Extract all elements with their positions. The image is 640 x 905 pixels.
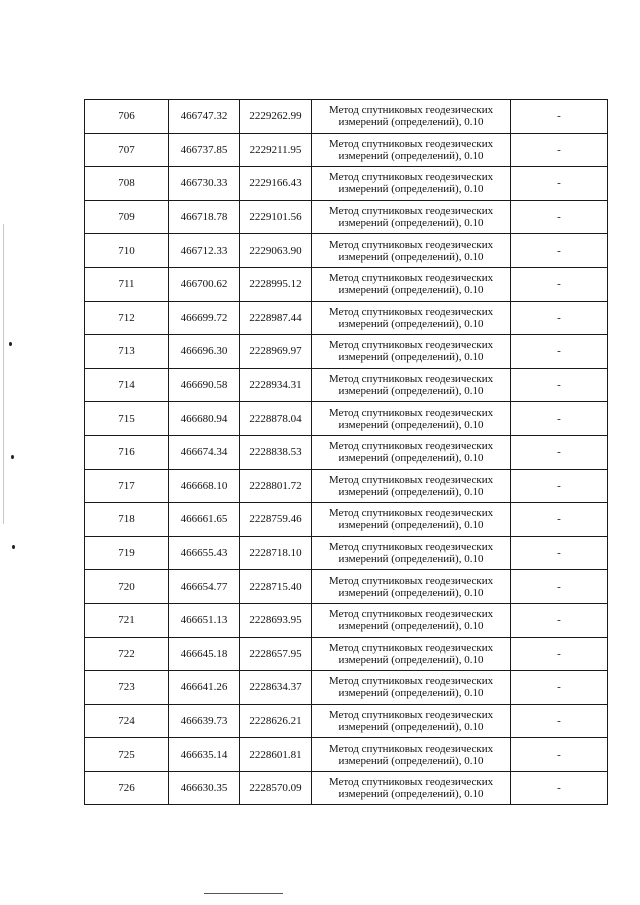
- method-text-line: Метод спутниковых геодезических: [328, 272, 494, 285]
- method-text-line: Метод спутниковых геодезических: [328, 373, 494, 386]
- table-row: [85, 435, 608, 469]
- note-cell: -: [511, 301, 608, 335]
- x-coordinate-cell: 466641.26: [169, 671, 240, 705]
- note-cell: -: [511, 435, 608, 469]
- method-cell: [312, 503, 511, 537]
- y-coordinate-cell: 2229211.95: [240, 133, 312, 167]
- method-text-line: измерений (определений), 0.10: [338, 754, 484, 767]
- note-cell: -: [511, 671, 608, 705]
- note-cell: -: [511, 738, 608, 772]
- method-cell: [312, 267, 511, 301]
- table-row: [85, 469, 608, 503]
- y-coordinate-cell: 2229262.99: [240, 100, 312, 134]
- x-coordinate-cell: 466635.14: [169, 738, 240, 772]
- method-text-line: Метод спутниковых геодезических: [328, 641, 494, 654]
- footer-line: [204, 893, 283, 894]
- method-text-line: измерений (определений), 0.10: [338, 116, 484, 129]
- note-cell: -: [511, 335, 608, 369]
- x-coordinate-cell: 466651.13: [169, 603, 240, 637]
- note-cell: -: [511, 637, 608, 671]
- point-number-cell: 712: [85, 301, 169, 335]
- method-text-line: измерений (определений), 0.10: [338, 183, 484, 196]
- note-cell: -: [511, 536, 608, 570]
- method-text-line: измерений (определений), 0.10: [338, 553, 484, 566]
- point-number-cell: 706: [85, 100, 169, 134]
- method-text-line: измерений (определений), 0.10: [338, 317, 484, 330]
- method-cell: [312, 469, 511, 503]
- table-row: [85, 637, 608, 671]
- point-number-cell: 717: [85, 469, 169, 503]
- point-number-cell: 715: [85, 402, 169, 436]
- point-number-cell: 726: [85, 771, 169, 805]
- y-coordinate-cell: 2229101.56: [240, 200, 312, 234]
- table-row: [85, 671, 608, 705]
- note-cell: -: [511, 771, 608, 805]
- point-number-cell: 707: [85, 133, 169, 167]
- method-text-line: измерений (определений), 0.10: [338, 284, 484, 297]
- table-row: [85, 234, 608, 268]
- method-cell: [312, 435, 511, 469]
- method-text-line: измерений (определений), 0.10: [338, 149, 484, 162]
- note-cell: -: [511, 267, 608, 301]
- point-number-cell: 714: [85, 368, 169, 402]
- method-cell: [312, 536, 511, 570]
- method-cell: [312, 637, 511, 671]
- method-cell: [312, 100, 511, 134]
- table-row: [85, 402, 608, 436]
- x-coordinate-cell: 466661.65: [169, 503, 240, 537]
- method-text-line: измерений (определений), 0.10: [338, 720, 484, 733]
- x-coordinate-cell: 466680.94: [169, 402, 240, 436]
- x-coordinate-cell: 466645.18: [169, 637, 240, 671]
- coordinates-table: [84, 99, 608, 805]
- scan-speck: [11, 455, 14, 459]
- method-text-line: измерений (определений), 0.10: [338, 250, 484, 263]
- point-number-cell: 709: [85, 200, 169, 234]
- table-row: [85, 301, 608, 335]
- point-number-cell: 713: [85, 335, 169, 369]
- method-text-line: Метод спутниковых геодезических: [328, 574, 494, 587]
- method-text-line: Метод спутниковых геодезических: [328, 205, 494, 218]
- y-coordinate-cell: 2229166.43: [240, 167, 312, 201]
- table-row: [85, 771, 608, 805]
- x-coordinate-cell: 466737.85: [169, 133, 240, 167]
- table-row: [85, 200, 608, 234]
- method-text-line: Метод спутниковых геодезических: [328, 742, 494, 755]
- x-coordinate-cell: 466690.58: [169, 368, 240, 402]
- method-text-line: Метод спутниковых геодезических: [328, 406, 494, 419]
- point-number-cell: 721: [85, 603, 169, 637]
- y-coordinate-cell: 2228626.21: [240, 704, 312, 738]
- method-text-line: Метод спутниковых геодезических: [328, 708, 494, 721]
- method-text-line: Метод спутниковых геодезических: [328, 541, 494, 554]
- table-row: [85, 100, 608, 134]
- point-number-cell: 724: [85, 704, 169, 738]
- method-text-line: измерений (определений), 0.10: [338, 586, 484, 599]
- point-number-cell: 720: [85, 570, 169, 604]
- point-number-cell: 716: [85, 435, 169, 469]
- point-number-cell: 710: [85, 234, 169, 268]
- scan-speck: [9, 342, 12, 346]
- method-text-line: измерений (определений), 0.10: [338, 418, 484, 431]
- note-cell: -: [511, 167, 608, 201]
- point-number-cell: 708: [85, 167, 169, 201]
- point-number-cell: 722: [85, 637, 169, 671]
- table-row: [85, 570, 608, 604]
- point-number-cell: 723: [85, 671, 169, 705]
- method-cell: [312, 771, 511, 805]
- y-coordinate-cell: 2228693.95: [240, 603, 312, 637]
- note-cell: -: [511, 570, 608, 604]
- x-coordinate-cell: 466668.10: [169, 469, 240, 503]
- x-coordinate-cell: 466747.32: [169, 100, 240, 134]
- method-text-line: Метод спутниковых геодезических: [328, 339, 494, 352]
- method-text-line: измерений (определений), 0.10: [338, 788, 484, 801]
- x-coordinate-cell: 466718.78: [169, 200, 240, 234]
- method-cell: [312, 368, 511, 402]
- method-text-line: измерений (определений), 0.10: [338, 519, 484, 532]
- point-number-cell: 719: [85, 536, 169, 570]
- y-coordinate-cell: 2228718.10: [240, 536, 312, 570]
- method-text-line: Метод спутниковых геодезических: [328, 171, 494, 184]
- table-row: [85, 267, 608, 301]
- method-cell: [312, 671, 511, 705]
- y-coordinate-cell: 2228570.09: [240, 771, 312, 805]
- method-text-line: Метод спутниковых геодезических: [328, 608, 494, 621]
- y-coordinate-cell: 2228634.37: [240, 671, 312, 705]
- method-cell: [312, 704, 511, 738]
- y-coordinate-cell: 2228759.46: [240, 503, 312, 537]
- scan-edge-line: [3, 224, 4, 524]
- x-coordinate-cell: 466712.33: [169, 234, 240, 268]
- point-number-cell: 711: [85, 267, 169, 301]
- note-cell: -: [511, 368, 608, 402]
- method-cell: [312, 570, 511, 604]
- coordinates-table-body: [85, 100, 608, 805]
- method-cell: [312, 234, 511, 268]
- y-coordinate-cell: 2228838.53: [240, 435, 312, 469]
- method-cell: [312, 402, 511, 436]
- method-cell: [312, 133, 511, 167]
- x-coordinate-cell: 466699.72: [169, 301, 240, 335]
- method-text-line: Метод спутниковых геодезических: [328, 104, 494, 117]
- y-coordinate-cell: 2228987.44: [240, 301, 312, 335]
- point-number-cell: 718: [85, 503, 169, 537]
- x-coordinate-cell: 466674.34: [169, 435, 240, 469]
- x-coordinate-cell: 466654.77: [169, 570, 240, 604]
- note-cell: -: [511, 200, 608, 234]
- table-row: [85, 503, 608, 537]
- x-coordinate-cell: 466630.35: [169, 771, 240, 805]
- method-text-line: измерений (определений), 0.10: [338, 351, 484, 364]
- point-number-cell: 725: [85, 738, 169, 772]
- y-coordinate-cell: 2228715.40: [240, 570, 312, 604]
- method-cell: [312, 738, 511, 772]
- method-text-line: измерений (определений), 0.10: [338, 217, 484, 230]
- method-text-line: Метод спутниковых геодезических: [328, 440, 494, 453]
- scan-speck: [12, 545, 15, 549]
- method-text-line: измерений (определений), 0.10: [338, 485, 484, 498]
- table-row: [85, 335, 608, 369]
- table-row: [85, 738, 608, 772]
- x-coordinate-cell: 466639.73: [169, 704, 240, 738]
- y-coordinate-cell: 2228995.12: [240, 267, 312, 301]
- method-text-line: Метод спутниковых геодезических: [328, 305, 494, 318]
- x-coordinate-cell: 466655.43: [169, 536, 240, 570]
- method-text-line: Метод спутниковых геодезических: [328, 238, 494, 251]
- method-cell: [312, 603, 511, 637]
- y-coordinate-cell: 2228601.81: [240, 738, 312, 772]
- method-text-line: Метод спутниковых геодезических: [328, 473, 494, 486]
- note-cell: -: [511, 100, 608, 134]
- x-coordinate-cell: 466696.30: [169, 335, 240, 369]
- method-text-line: Метод спутниковых геодезических: [328, 776, 494, 789]
- note-cell: -: [511, 133, 608, 167]
- method-text-line: Метод спутниковых геодезических: [328, 675, 494, 688]
- table-row: [85, 368, 608, 402]
- table-row: [85, 704, 608, 738]
- x-coordinate-cell: 466730.33: [169, 167, 240, 201]
- y-coordinate-cell: 2228969.97: [240, 335, 312, 369]
- method-text-line: измерений (определений), 0.10: [338, 385, 484, 398]
- method-text-line: Метод спутниковых геодезических: [328, 137, 494, 150]
- note-cell: -: [511, 469, 608, 503]
- note-cell: -: [511, 402, 608, 436]
- note-cell: -: [511, 603, 608, 637]
- method-text-line: измерений (определений), 0.10: [338, 653, 484, 666]
- table-row: [85, 603, 608, 637]
- note-cell: -: [511, 234, 608, 268]
- method-cell: [312, 167, 511, 201]
- method-cell: [312, 301, 511, 335]
- table-row: [85, 167, 608, 201]
- y-coordinate-cell: 2228801.72: [240, 469, 312, 503]
- method-cell: [312, 200, 511, 234]
- y-coordinate-cell: 2228934.31: [240, 368, 312, 402]
- note-cell: -: [511, 704, 608, 738]
- method-cell: [312, 335, 511, 369]
- table-row: [85, 133, 608, 167]
- note-cell: -: [511, 503, 608, 537]
- method-text-line: измерений (определений), 0.10: [338, 620, 484, 633]
- x-coordinate-cell: 466700.62: [169, 267, 240, 301]
- y-coordinate-cell: 2228657.95: [240, 637, 312, 671]
- method-text-line: измерений (определений), 0.10: [338, 452, 484, 465]
- table-row: [85, 536, 608, 570]
- method-text-line: Метод спутниковых геодезических: [328, 507, 494, 520]
- y-coordinate-cell: 2228878.04: [240, 402, 312, 436]
- method-text-line: измерений (определений), 0.10: [338, 687, 484, 700]
- y-coordinate-cell: 2229063.90: [240, 234, 312, 268]
